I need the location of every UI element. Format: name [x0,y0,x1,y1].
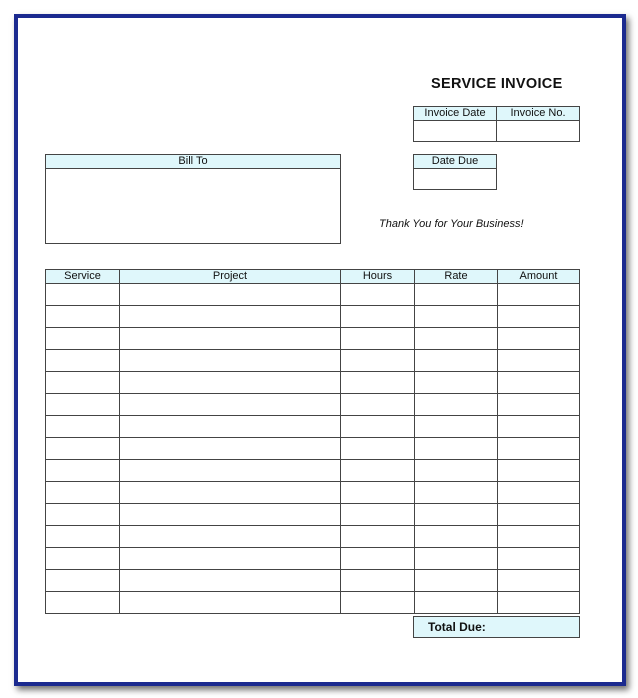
rate-cell[interactable] [415,328,498,350]
invoice-no-label: Invoice No. [497,107,580,121]
rate-cell[interactable] [415,438,498,460]
hours-cell[interactable] [341,284,415,306]
bill-to-label: Bill To [46,155,340,169]
service-cell[interactable] [46,438,120,460]
project-cell[interactable] [120,592,341,614]
amount-cell[interactable] [498,548,580,570]
bill-to-field[interactable] [46,169,340,243]
project-cell[interactable] [120,372,341,394]
column-header-rate: Rate [415,270,498,284]
rate-cell[interactable] [415,394,498,416]
service-cell[interactable] [46,504,120,526]
table-row [46,284,580,306]
hours-cell[interactable] [341,570,415,592]
thank-you-note: Thank You for Your Business! [379,218,524,230]
rate-cell[interactable] [415,592,498,614]
hours-cell[interactable] [341,504,415,526]
hours-cell[interactable] [341,350,415,372]
hours-cell[interactable] [341,328,415,350]
project-cell[interactable] [120,460,341,482]
table-row [46,306,580,328]
rate-cell[interactable] [415,284,498,306]
service-cell[interactable] [46,328,120,350]
table-row [46,592,580,614]
rate-cell[interactable] [415,416,498,438]
table-row [46,394,580,416]
project-cell[interactable] [120,416,341,438]
service-cell[interactable] [46,416,120,438]
table-row [46,526,580,548]
rate-cell[interactable] [415,350,498,372]
service-cell[interactable] [46,570,120,592]
amount-cell[interactable] [498,416,580,438]
table-row [46,438,580,460]
invoice-no-field[interactable] [497,121,580,142]
project-cell[interactable] [120,548,341,570]
rate-cell[interactable] [415,306,498,328]
project-cell[interactable] [120,526,341,548]
amount-cell[interactable] [498,570,580,592]
service-cell[interactable] [46,526,120,548]
column-header-service: Service [46,270,120,284]
table-row [46,504,580,526]
project-cell[interactable] [120,306,341,328]
amount-cell[interactable] [498,526,580,548]
amount-cell[interactable] [498,482,580,504]
date-due-label: Date Due [414,155,497,169]
hours-cell[interactable] [341,372,415,394]
hours-cell[interactable] [341,460,415,482]
amount-cell[interactable] [498,284,580,306]
amount-cell[interactable] [498,350,580,372]
hours-cell[interactable] [341,438,415,460]
table-row [46,328,580,350]
project-cell[interactable] [120,394,341,416]
service-cell[interactable] [46,482,120,504]
amount-cell[interactable] [498,460,580,482]
service-cell[interactable] [46,460,120,482]
service-cell[interactable] [46,394,120,416]
hours-cell[interactable] [341,482,415,504]
project-cell[interactable] [120,328,341,350]
service-cell[interactable] [46,306,120,328]
rate-cell[interactable] [415,372,498,394]
table-row [46,460,580,482]
date-due-table [413,154,497,190]
service-cell[interactable] [46,548,120,570]
project-cell[interactable] [120,350,341,372]
service-cell[interactable] [46,350,120,372]
column-header-hours: Hours [341,270,415,284]
rate-cell[interactable] [415,570,498,592]
date-due-field[interactable] [414,169,497,190]
amount-cell[interactable] [498,328,580,350]
project-cell[interactable] [120,570,341,592]
project-cell[interactable] [120,284,341,306]
invoice-date-label: Invoice Date [414,107,497,121]
table-row [46,482,580,504]
table-row [46,548,580,570]
column-header-amount: Amount [498,270,580,284]
total-due-cell [413,616,580,638]
amount-cell[interactable] [498,504,580,526]
hours-cell[interactable] [341,416,415,438]
project-cell[interactable] [120,438,341,460]
invoice-date-number-table [413,106,580,142]
hours-cell[interactable] [341,592,415,614]
hours-cell[interactable] [341,526,415,548]
rate-cell[interactable] [415,504,498,526]
hours-cell[interactable] [341,394,415,416]
line-items-table [45,269,580,614]
table-row [46,416,580,438]
column-header-project: Project [120,270,341,284]
rate-cell[interactable] [415,526,498,548]
hours-cell[interactable] [341,306,415,328]
invoice-date-field[interactable] [414,121,497,142]
service-cell[interactable] [46,372,120,394]
service-cell[interactable] [46,592,120,614]
project-cell[interactable] [120,482,341,504]
bill-to-box [45,154,341,244]
table-row [46,570,580,592]
service-cell[interactable] [46,284,120,306]
rate-cell[interactable] [415,482,498,504]
project-cell[interactable] [120,504,341,526]
table-row [46,372,580,394]
amount-cell[interactable] [498,372,580,394]
invoice-title: SERVICE INVOICE [431,76,563,92]
total-due-label: Total Due: [428,620,486,634]
amount-cell[interactable] [498,394,580,416]
hours-cell[interactable] [341,548,415,570]
rate-cell[interactable] [415,460,498,482]
table-row [46,350,580,372]
rate-cell[interactable] [415,548,498,570]
amount-cell[interactable] [498,438,580,460]
amount-cell[interactable] [498,592,580,614]
amount-cell[interactable] [498,306,580,328]
